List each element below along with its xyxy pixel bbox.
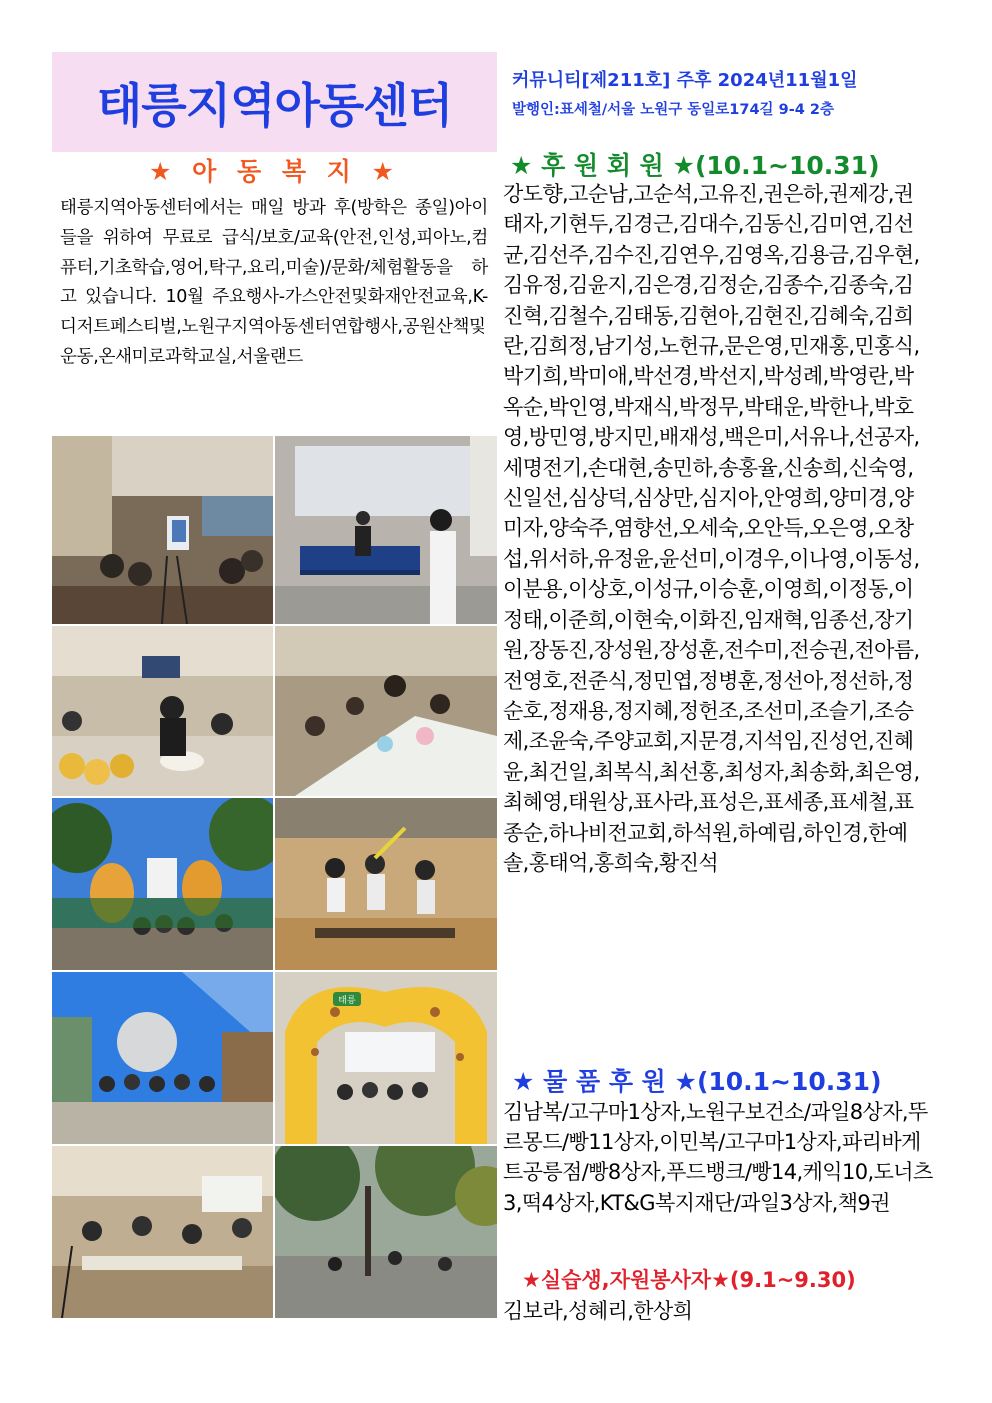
- issue-line: 커뮤니티[제211호] 주후 2024년11월1일: [512, 70, 858, 91]
- child-welfare-heading: ★ 아 동 복 지 ★: [149, 157, 400, 186]
- photo-cooking-class: [52, 626, 273, 796]
- goods-donation-list: 김남복/고구마1상자,노원구보건소/과일8상자,뚜르몽드/빵11상자,이민복/고구마1상자,파리바게트공릉점/빵8상자,푸드뱅크/빵14,케익10,도너츠3,떡4상자,KT&G복지재단/과일3상자,책9권: [503, 1100, 933, 1215]
- newsletter-title: 태릉지역아동센터: [96, 78, 453, 134]
- photo-gym-event: [275, 798, 497, 970]
- publisher-line: 발행인:표세철/서울 노원구 동일로174길 9-4 2층: [512, 102, 834, 118]
- goods-donation-heading: ★ 물 품 후 원 ★(10.1~10.31): [512, 1067, 882, 1096]
- volunteers-list: 김보라,성혜리,한상희: [503, 1299, 693, 1323]
- newsletter-title-box: [52, 52, 497, 152]
- photo-grid: [52, 436, 497, 1338]
- sponsor-members-list: 강도향,고순남,고순석,고유진,권은하,권제강,권태자,기현두,김경근,김대수,김동신,김미연,김선균,김선주,김수진,김연우,김영옥,김용금,김우현,김유정,김윤지,김은경,김정순,김종수,김종숙,김진혁,김철수,김태동,김현아,김현진,김혜숙,김희란,김희정,남기성,노헌규,문은영,민재홍,민홍식,박기희,박미애,박선경,박선지,박성례,박영란,박옥순,박인영,박재식,박정무,박태운,박한나,박호영,방민영,방지민,배재성,백은미,서유나,선공자,세명전기,손대현,송민하,송홍율,신송희,신숙영,신일선,심상덕,심상만,심지아,안영희,양미경,양미자,양숙주,염향선,오세숙,오안득,오은영,오창섭,위서하,유정윤,윤선미,이경우,이나영,이동성,이분용,이상호,이성규,이승훈,이영희,이정동,이정태,이준희,이현숙,이화진,임재혁,임종선,장기원,장동진,장성원,장성훈,전수미,전승권,전아름,전영호,전준식,정민엽,정병훈,정선아,정선하,정순호,정재용,정지혜,정헌조,조선미,조슬기,조승제,조윤숙,주양교회,지문경,지석임,진성언,진혜윤,최건일,최복식,최선홍,최성자,최송화,최은영,최혜영,태원상,표사라,표성은,표세종,표세철,표종순,하나비전교회,하석원,하예림,하인경,한예솔,홍태억,홍희숙,황진석: [503, 182, 920, 875]
- photo-dessert-festival: [275, 626, 497, 796]
- photo-science-class: [52, 1146, 273, 1318]
- photo-park-walk: [275, 1146, 497, 1318]
- photo-table-tennis: [275, 436, 497, 624]
- arch-sign-text: 태릉: [338, 996, 356, 1006]
- photo-giraffe-arch: [275, 972, 497, 1144]
- photo-gas-safety-class: [52, 436, 273, 624]
- volunteers-heading: ★실습생,자원봉사자★(9.1~9.30): [522, 1268, 856, 1292]
- photo-seoul-land-mascots: [52, 798, 273, 970]
- child-welfare-body: 태릉지역아동센터에서는 매일 방과 후(방학은 종일)아이들을 위하여 무료로 급식/보호/교육(안전,인성,피아노,컴퓨터,기초학습,영어,탁구,요리,미술)/문화/체험활동을 하고 있습니다. 10월 주요행사-가스안전및화재안전교육,K-디저트페스티벌,노원구지역아동센터연합행사,공원산책및운동,온새미로과학교실,서울랜드: [60, 198, 488, 367]
- sponsor-members-heading: ★ 후 원 회 원 ★(10.1~10.31): [510, 151, 880, 180]
- photo-seoul-land-dome: [52, 972, 273, 1144]
